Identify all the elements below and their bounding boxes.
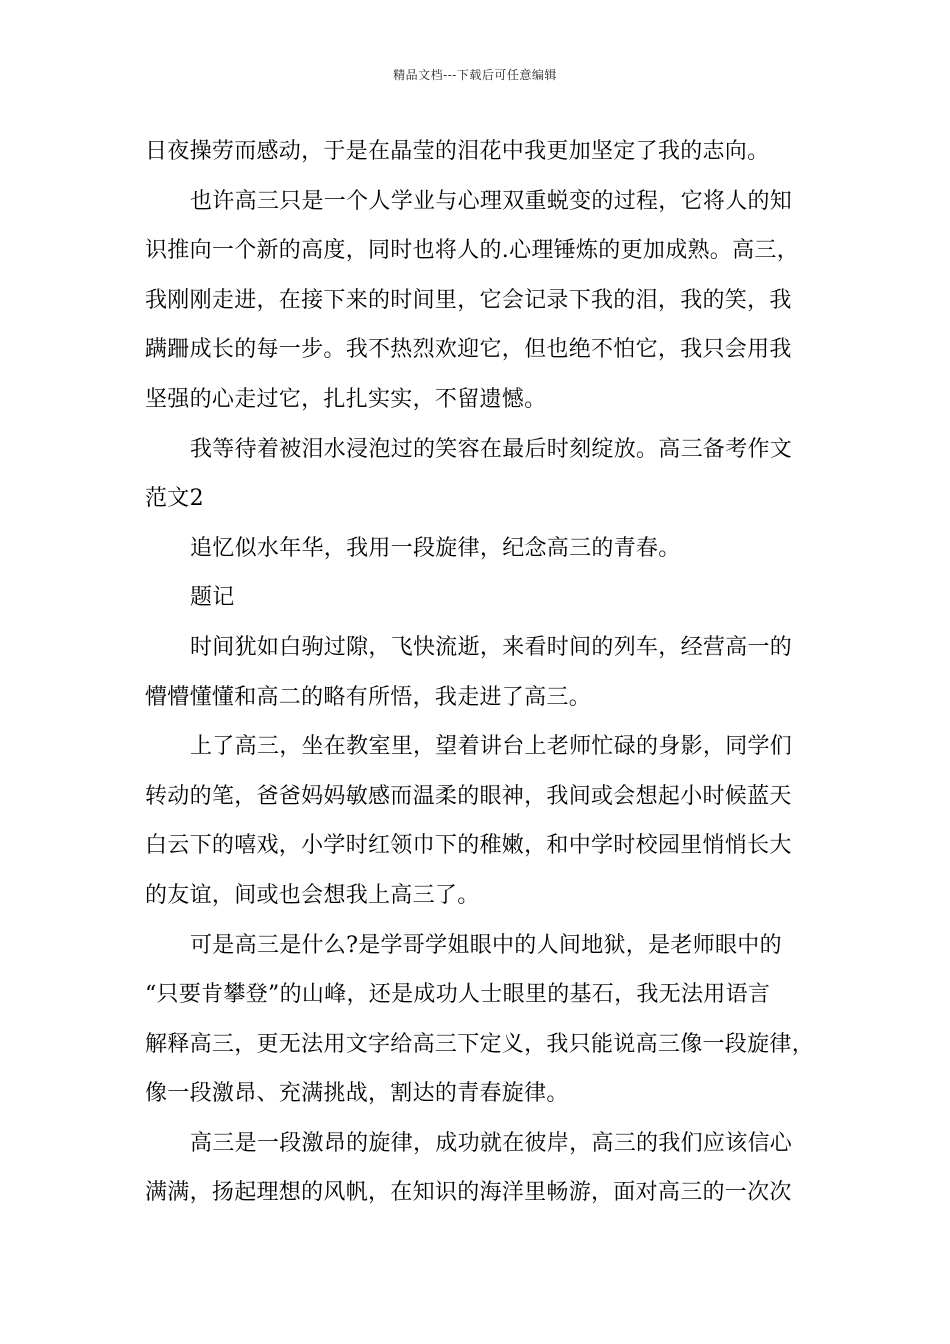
text-line: 转动的笔，爸爸妈妈敏感而温柔的眼神，我间或会想起小时候蓝天 [145, 783, 792, 809]
text-line: 的友谊，间或也会想我上高三了。 [145, 882, 480, 908]
text-line: 追忆似水年华，我用一段旋律，纪念高三的青春。 [190, 535, 681, 561]
text-line: 我刚刚走进，在接下来的时间里，它会记录下我的泪，我的笑，我 [145, 287, 792, 313]
text-line: 懵懵懂懂和高二的略有所悟，我走进了高三。 [145, 684, 592, 710]
text-line: 我等待着被泪水浸泡过的笑容在最后时刻绽放。高三备考作文 [190, 436, 793, 462]
text-line: 可是高三是什么?是学哥学姐眼中的人间地狱，是老师眼中的 [190, 932, 782, 958]
text-line: “只要肯攀登”的山峰，还是成功人士眼里的基石，我无法用语言 [145, 982, 771, 1008]
page-header: 精品文档---下载后可任意编辑 [393, 68, 557, 82]
text-line: 日夜操劳而感动，于是在晶莹的泪花中我更加坚定了我的志向。 [145, 139, 770, 164]
text-line: 范文2 [145, 486, 204, 512]
text-line: 上了高三，坐在教室里，望着讲台上老师忙碌的身影，同学们 [190, 734, 793, 760]
text-line: 解释高三，更无法用文字给高三下定义，我只能说高三像一段旋律， [145, 1031, 815, 1057]
text-line: 像一段激昂、充满挑战，割达的青春旋律。 [145, 1081, 569, 1107]
text-line: 白云下的嘻戏，小学时红领巾下的稚嫩，和中学时校园里悄悄长大 [145, 833, 792, 859]
text-line: 坚强的心走过它，扎扎实实，不留遗憾。 [145, 386, 547, 412]
document-body [145, 127, 815, 1218]
text-line: 题记 [190, 585, 235, 611]
text-line: 蹒跚成长的每一步。我不热烈欢迎它，但也绝不怕它，我只会用我 [145, 337, 792, 363]
text-line: 也许高三只是一个人学业与心理双重蜕变的过程，它将人的知 [190, 188, 793, 214]
text-line: 满满，扬起理想的风帆，在知识的海洋里畅游，面对高三的一次次 [145, 1180, 792, 1206]
text-line: 高三是一段激昂的旋律，成功就在彼岸，高三的我们应该信心 [190, 1130, 793, 1156]
text-line: 识推向一个新的高度，同时也将人的.心理锤炼的更加成熟。高三， [145, 238, 799, 264]
text-line: 时间犹如白驹过隙，飞快流逝，来看时间的列车，经营高一的 [190, 634, 793, 660]
